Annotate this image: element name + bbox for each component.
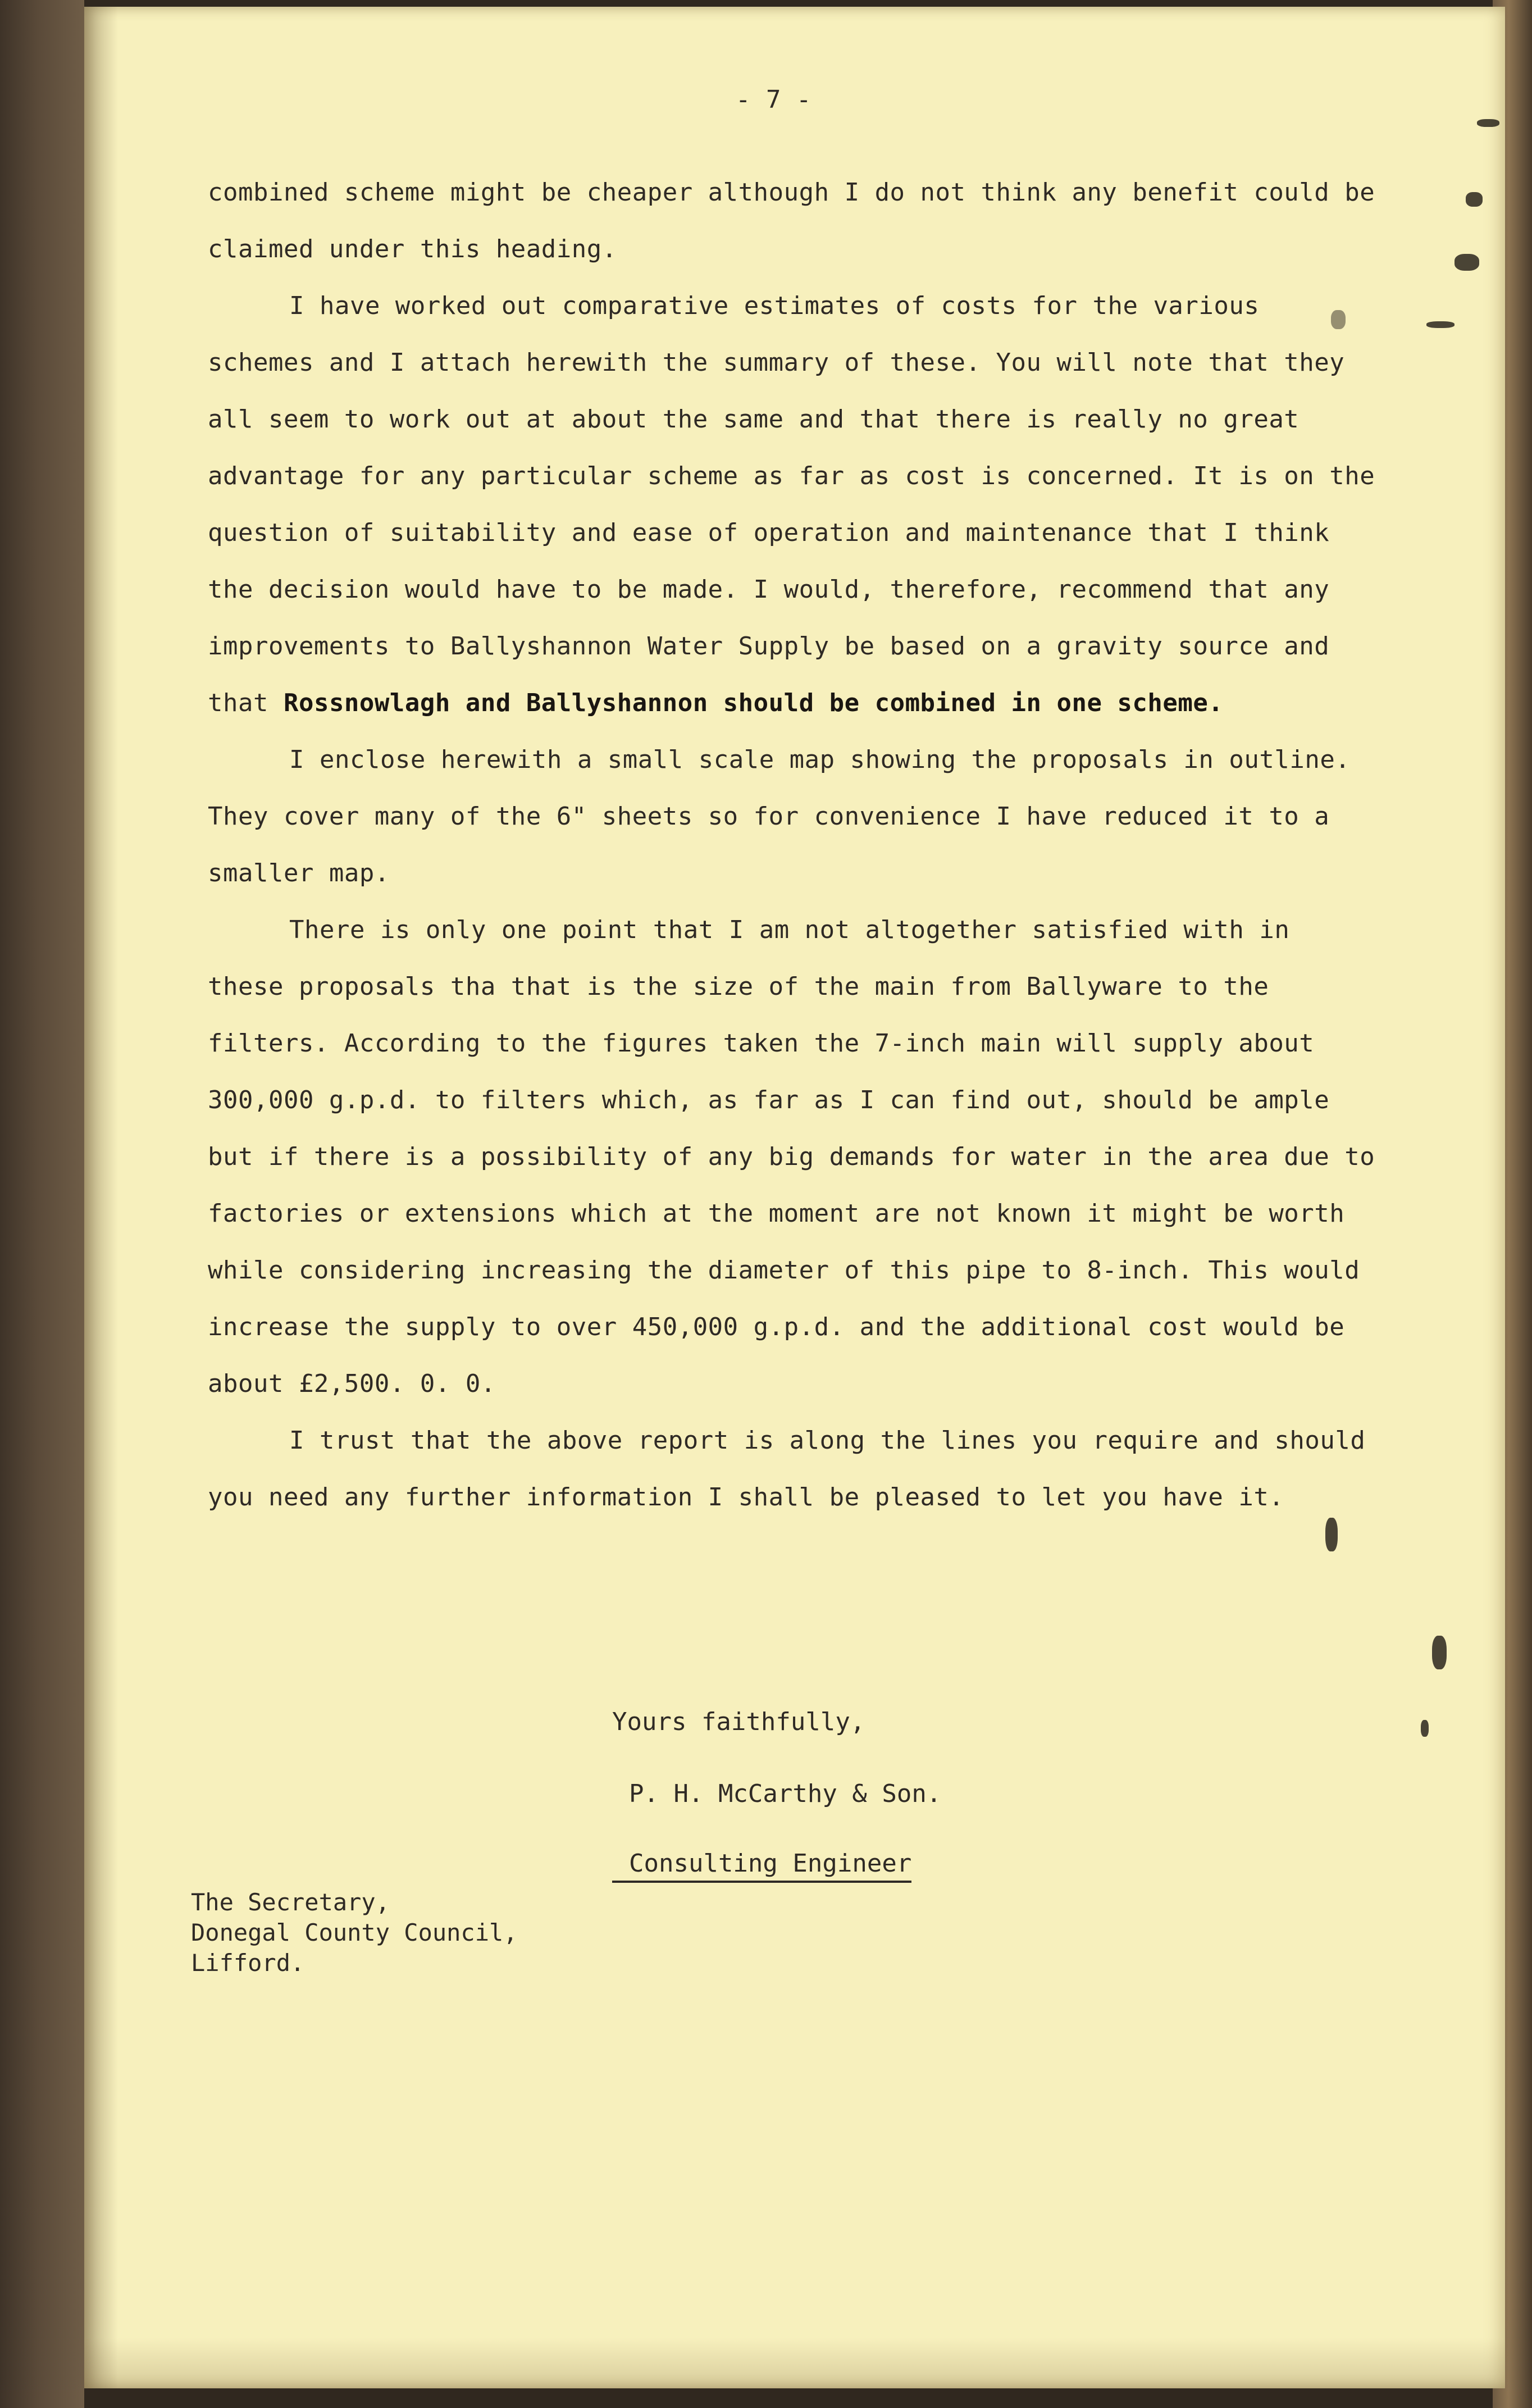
paragraph-estimates bbox=[208, 277, 1376, 731]
page-number: - 7 - bbox=[736, 85, 811, 114]
addressee-line-3: Lifford. bbox=[191, 1949, 305, 1977]
ink-speck bbox=[1477, 119, 1499, 127]
paragraph-main-size: There is only one point that I am not altogether satisfied with in these proposals tha that is the size of the main from Ballyware to the filters. According to the figures taken the 7-inch main will supply about 300,000 g.p.d. to filters which, as far as I can find out, should be ample but if there is a possibility of any big demands for water in the area due to factories or extensions which at the moment are not known it might be worth while considering increasing the diameter of this pipe to 8-inch. This would increase the supply to over 450,000 g.p.d. and the additional cost would be about £2,500. 0. 0. bbox=[208, 916, 1375, 1398]
paragraph-continuation: combined scheme might be cheaper although I do not think any benefit could be claimed under this heading. bbox=[208, 178, 1375, 263]
signatory-title: Consulting Engineer bbox=[612, 1847, 911, 1883]
ink-speck bbox=[1466, 192, 1483, 207]
ink-speck bbox=[1331, 310, 1346, 329]
addressee-line-1: The Secretary, bbox=[191, 1888, 390, 1916]
addressee-block bbox=[191, 1887, 518, 1978]
page-bottom-shade bbox=[84, 2338, 1505, 2388]
ink-speck bbox=[1455, 254, 1479, 271]
addressee-line-2: Donegal County Council, bbox=[191, 1919, 518, 1946]
paragraph-map: I enclose herewith a small scale map showing the proposals in outline. They cover many of the 6" sheets so for convenience I have reduced it to a smaller map. bbox=[208, 745, 1351, 887]
salutation: Yours faithfully, bbox=[612, 1708, 865, 1736]
recommendation-emphasis: Rossnowlagh and Ballyshannon should be combined in one scheme. bbox=[283, 689, 1224, 717]
ink-speck bbox=[1325, 1518, 1338, 1551]
letter-page bbox=[84, 7, 1505, 2388]
paragraph-closing: I trust that the above report is along the lines you require and should you need any further information I shall be pleased to let you have it. bbox=[208, 1426, 1366, 1512]
spine-shadow bbox=[84, 7, 118, 2388]
paragraph-estimates-text: I have worked out comparative estimates of costs for the various schemes and I attach herewith the summary of these. You will note that they all seem to work out at about the same and that there is really no great advantage for any particular scheme as far as cost is concerned. It is on the question of suitability and ease of operation and maintenance that I think the decision would have to be made. I would, therefore, recommend that any improvements to Ballyshannon Water Supply be based on a gravity source and that bbox=[208, 292, 1375, 717]
signature-block bbox=[612, 1686, 941, 1905]
binding-board bbox=[0, 0, 84, 2408]
signatory: P. H. McCarthy & Son. bbox=[629, 1779, 942, 1808]
ink-speck bbox=[1421, 1720, 1429, 1737]
ink-speck bbox=[1426, 321, 1455, 328]
letter-body bbox=[208, 164, 1376, 1526]
ink-speck bbox=[1432, 1636, 1447, 1669]
